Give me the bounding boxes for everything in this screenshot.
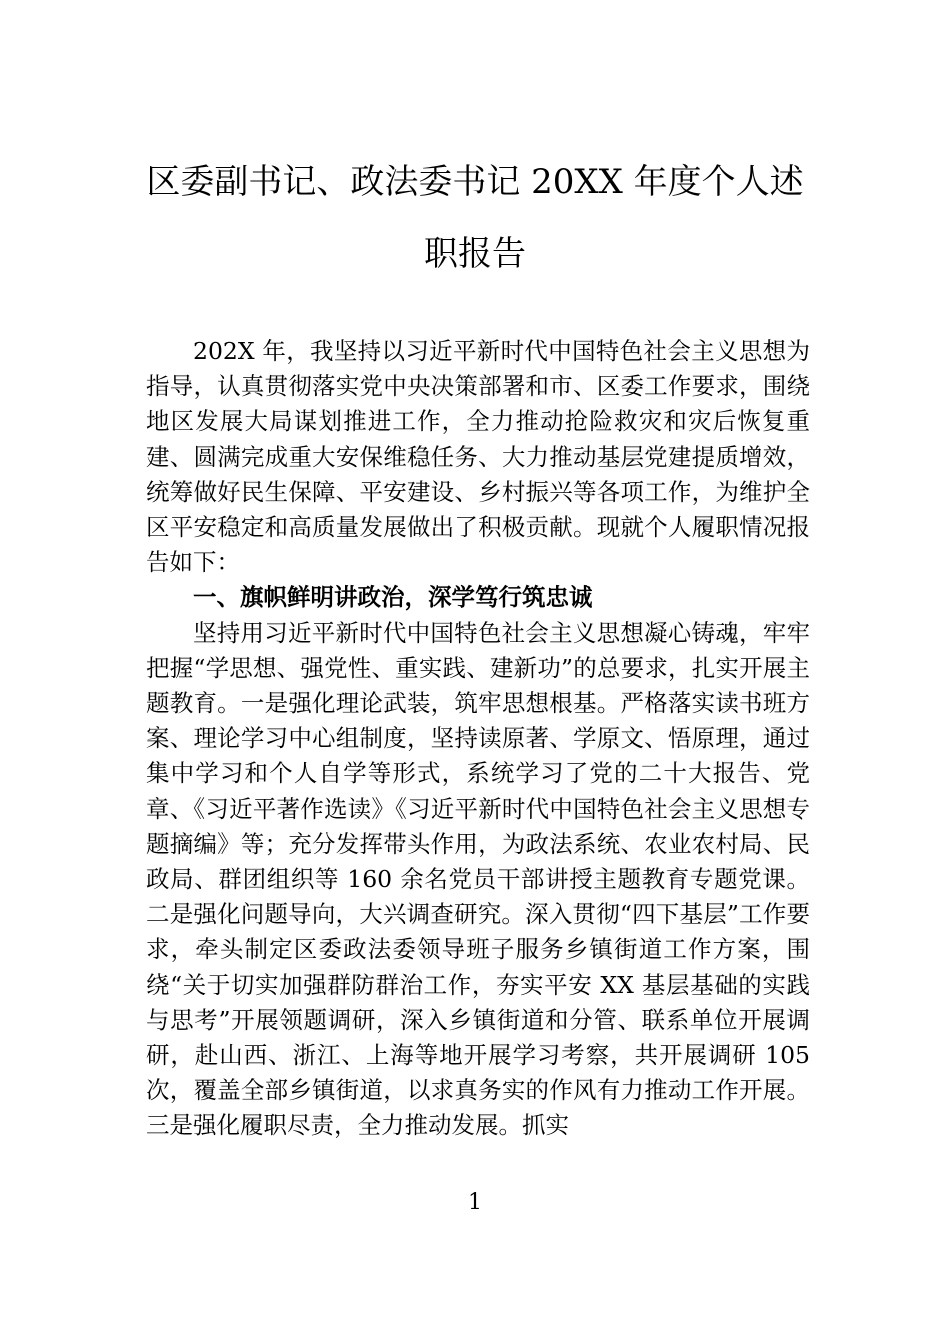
document-body — [146, 334, 810, 1144]
page-number: 1 — [468, 1190, 482, 1215]
section-1-heading: 一、旗帜鲜明讲政治，深学笃行筑忠诚 — [193, 583, 593, 612]
intro-paragraph: 202X 年，我坚持以习近平新时代中国特色社会主义思想为指导，认真贯彻落实党中央决策部署和市、区委工作要求，围绕地区发展大局谋划推进工作，全力推动抢险救灾和灾后恢复重建、圆满完成重大安保维稳任务、大力推动基层党建提质增效，统筹做好民生保障、平安建设、乡村振兴等各项工作，为维护全区平安稳定和高质量发展做出了积极贡献。现就个人履职情况报告如下： — [146, 337, 810, 577]
section-1-paragraph: 坚持用习近平新时代中国特色社会主义思想凝心铸魂，牢牢把握“学思想、强党性、重实践、建新功”的总要求，扎实开展主题教育。一是强化理论武装，筑牢思想根基。严格落实读书班方案、理论学习中心组制度，坚持读原著、学原文、悟原理，通过集中学习和个人自学等形式，系统学习了党的二十大报告、党章、《习近平著作选读》《习近平新时代中国特色社会主义思想专题摘编》等；充分发挥带头作用，为政法系统、农业农村局、民政局、群团组织等 160 余名党员干部讲授主题教育专题党课。二是强化问题导向，大兴调查研究。深入贯彻“四下基层”工作要求，牵头制定区委政法委领导班子服务乡镇街道工作方案，围绕“关于切实加强群防群治工作，夯实平安 XX 基层基础的实践与思考”开展领题调研，深入乡镇街道和分管、联系单位开展调研，赴山西、浙江、上海等地开展学习考察，共开展调研 105 次，覆盖全部乡镇街道，以求真务实的作风有力推动工作开展。三是强化履职尽责，全力推动发展。抓实 — [146, 618, 810, 1140]
title-line-1: 区委副书记、政法委书记 20XX 年度个人述 — [146, 162, 804, 202]
title-line-2: 职报告 — [424, 234, 526, 274]
document-title — [130, 146, 820, 290]
